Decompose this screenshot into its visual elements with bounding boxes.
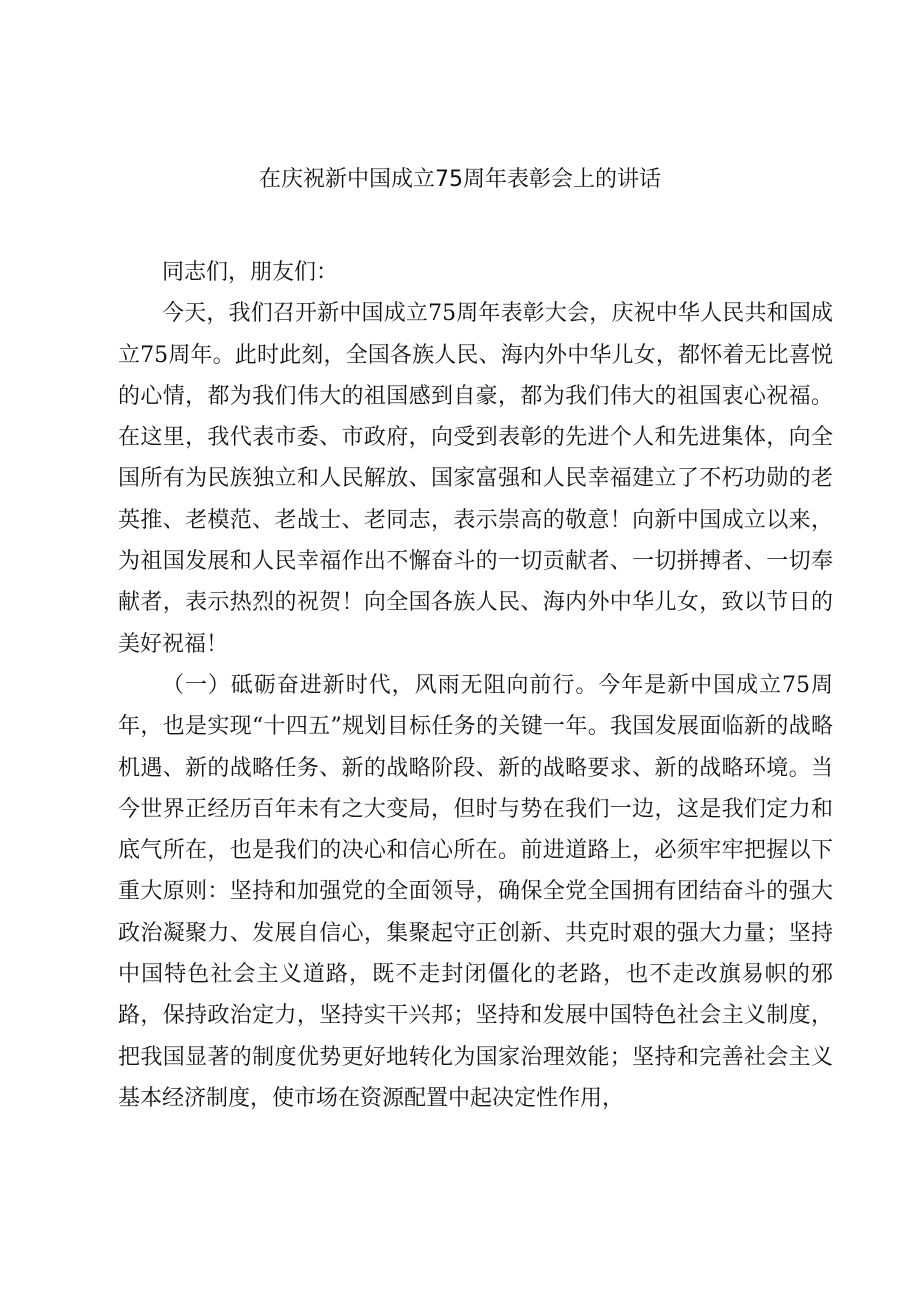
salutation: 同志们，朋友们： [162,260,339,285]
document-title: 在庆祝新中国成立75周年表彰会上的讲话 [259,167,661,192]
paragraph-section-one: （一）砥砺奋进新时代，风雨无阻向前行。今年是新中国成立75周年，也是实现“十四五”规划目标任务的关键一年。我国发展面临新的战略机遇、新的战略任务、新的战略阶段、新的战略要求、新的战略环境。当今世界正经历百年未有之大变局，但时与势在我们一边，这是我们定力和底气所在，也是我们的决心和信心所在。前进道路上，必须牢牢把握以下重大原则：坚持和加强党的全面领导，确保全党全国拥有团结奋斗的强大政治凝聚力、发展自信心，集聚起守正创新、共克时艰的强大力量；坚持中国特色社会主义道路，既不走封闭僵化的老路，也不走改旗易帜的邪路，保持政治定力，坚持实干兴邦；坚持和发展中国特色社会主义制度，把我国显著的制度优势更好地转化为国家治理效能；坚持和完善社会主义基本经济制度，使市场在资源配置中起决定性作用， [118,672,833,1111]
paragraph-opening: 今天，我们召开新中国成立75周年表彰大会，庆祝中华人民共和国成立75周年。此时此刻，全国各族人民、海内外中华儿女，都怀着无比喜悦的心情，都为我们伟大的祖国感到自豪，都为我们伟大的祖国衷心祝福。在这里，我代表市委、市政府，向受到表彰的先进个人和先进集体，向全国所有为民族独立和人民解放、国家富强和人民幸福建立了不朽功勋的老英推、老模范、老战士、老同志，表示崇高的敬意！向新中国成立以来，为祖国发展和人民幸福作出不懈奋斗的一切贡献者、一切拼搏者、一切奉献者，表示热烈的祝贺！向全国各族人民、海内外中华儿女，致以节日的美好祝福！ [118,301,833,657]
document-body [118,252,833,1119]
